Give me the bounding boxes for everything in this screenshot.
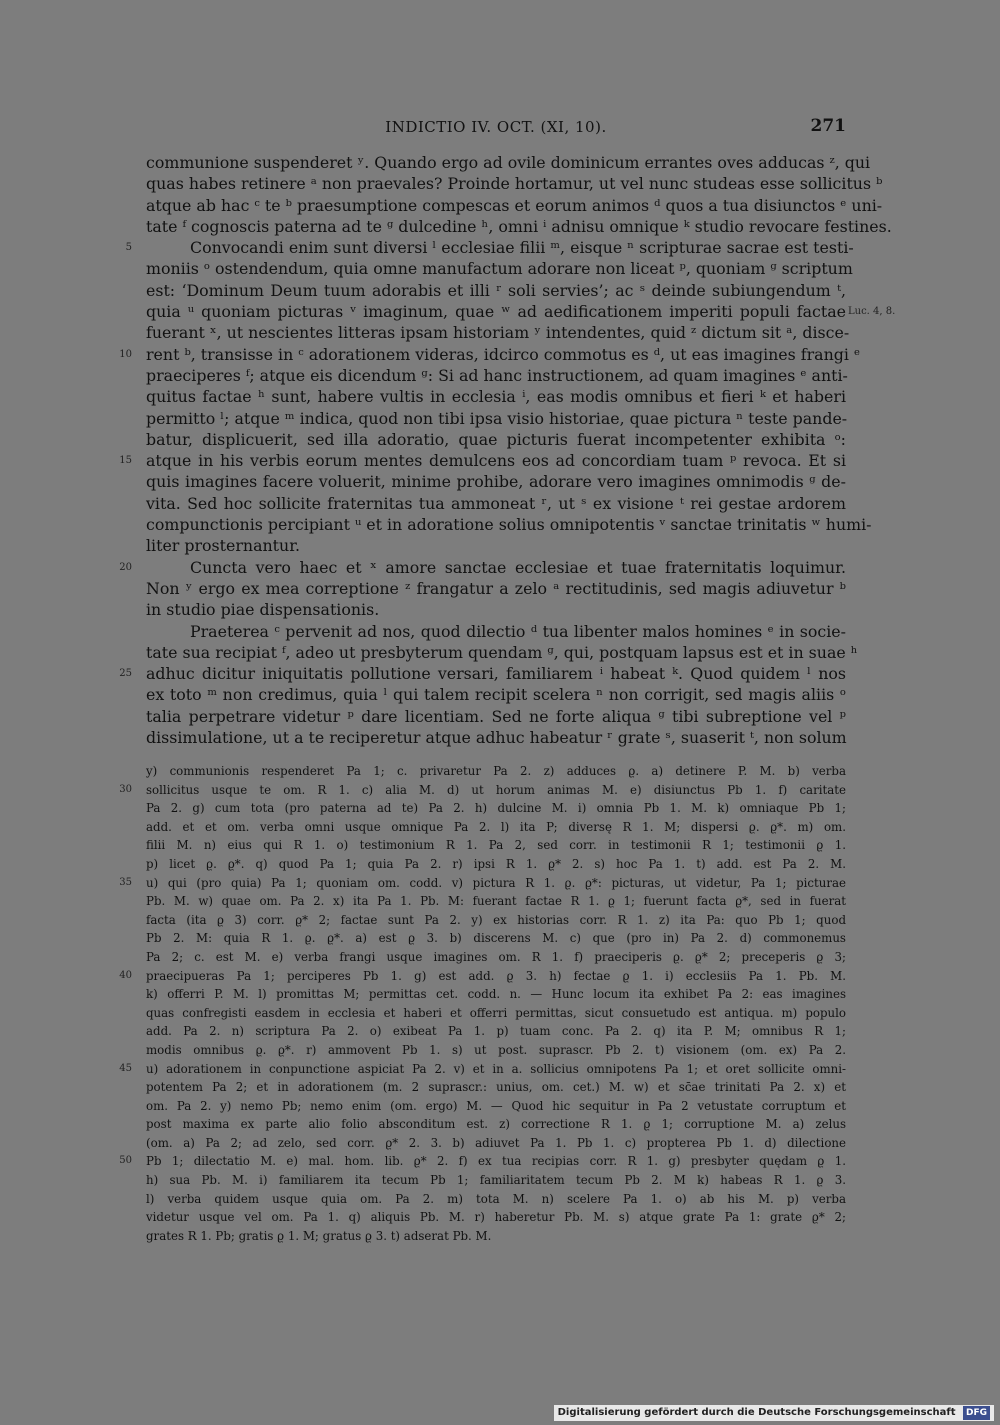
line-number: 35 xyxy=(119,876,132,888)
footnote-line xyxy=(146,1134,846,1153)
body-line-text: rent ᵇ, transisse in ᶜ adorationem videras, idcirco commotus es ᵈ, ut eas imagines frangi ᵉ xyxy=(146,344,861,364)
body-line-text: fuerant ˣ, ut nescientes litteras ipsam historiam ʸ intendentes, quid ᶻ dictum sit ᵃ, disce- xyxy=(146,323,850,343)
body-line xyxy=(146,386,846,407)
footnote-line-text: y) communionis respenderet Pa 1; c. privaretur Pa 2. z) adduces ϱ. a) detinere P. M. b) verba xyxy=(146,764,846,778)
footnote-line xyxy=(146,1171,846,1190)
body-line xyxy=(146,322,850,343)
footnote-line-text: Pa 2. g) cum tota (pro paterna ad te) Pa 2. h) dulcine M. i) omnia Pb 1. M. k) omniaque Pb 1; xyxy=(146,801,846,816)
line-number: 50 xyxy=(119,1155,132,1167)
footnote-line-text: Pa 2; c. est M. e) verba frangi usque imagines om. R 1. f) praeciperis ϱ. ϱ* 2; preceperis ϱ 3; xyxy=(146,949,846,964)
footnote-line xyxy=(146,818,846,837)
body-line xyxy=(146,684,846,705)
body-line-text: batur, displicuerit, sed illa adoratio, quae picturis fuerat incompetenter exhibita ᵒ: xyxy=(146,429,846,449)
body-line-text: compunctionis percipiant ᵘ et in adoratione solius omnipotentis ᵛ sanctae trinitatis ʷ humi- xyxy=(146,515,872,535)
footnote-line xyxy=(146,799,846,818)
line-number: 40 xyxy=(119,969,132,981)
body-line-text: quitus factae ʰ sunt, habere vultis in ecclesia ⁱ, eas modis omnibus et fieri ᵏ et haberi xyxy=(146,387,846,407)
body-line xyxy=(146,365,846,386)
body-line-text: dissimulatione, ut a te reciperetur atque adhuc habeatur ʳ grate ˢ, suaserit ᵗ, non solum xyxy=(146,728,847,748)
footnote-line xyxy=(146,1078,846,1097)
footnote-line xyxy=(146,948,846,967)
body-line xyxy=(146,706,846,727)
body-line xyxy=(146,493,846,514)
body-line xyxy=(146,258,853,279)
footnote-line xyxy=(146,985,846,1004)
body-line-text: Praeterea ᶜ pervenit ad nos, quod dilectio ᵈ tua libenter malos homines ᵉ in socie- xyxy=(190,621,846,641)
body-line xyxy=(119,557,846,578)
footnote-line-text: Pb 1; dilectatio M. e) mal. hom. lib. ϱ* 2. f) ex tua recipias corr. R 1. g) presbyter quędam ϱ 1. xyxy=(146,1154,846,1169)
footer-credit: Digitalisierung gefördert durch die Deutsche Forschungsgemeinschaft xyxy=(557,1407,956,1418)
footnote-line xyxy=(146,1190,846,1209)
body-line-text: est: ‘Dominum Deum tuum adorabis et illi ʳ soli servies’; ac ˢ deinde subiungendum ᵗ, xyxy=(146,280,846,300)
body-line-text: praeciperes ᶠ; atque eis dicendum ᵍ: Si ad hanc instructionem, ad quam imagines ᵉ anti- xyxy=(146,365,848,385)
footnote-line-text: modis omnibus ϱ. ϱ*. r) ammovent Pb 1. s) ut post. suprascr. Pb 2. t) visionem (om. ex) Pa 2. xyxy=(146,1042,846,1057)
body-line xyxy=(119,450,846,471)
body-line xyxy=(146,152,871,173)
body-line-text: communione suspenderet ʸ. Quando ergo ad ovile dominicum errantes oves adducas ᶻ, qui xyxy=(146,153,871,172)
footnote-line xyxy=(119,781,846,800)
body-line xyxy=(146,471,846,492)
body-line-text: atque ab hac ᶜ te ᵇ praesumptione compescas et eorum animos ᵈ quos a tua disiunctos ᵉ uni- xyxy=(146,195,883,215)
body-line-text: quas habes retinere ᵃ non praevales? Proinde hortamur, ut vel nunc studeas esse sollicitus ᵇ xyxy=(146,174,883,194)
footnote-line-text: add. et et om. verba omni usque omnique Pa 2. l) ita P; diversę R 1. M; dispersi ϱ. ϱ*. m) om. xyxy=(146,819,846,834)
body-line-text: tate ᶠ cognoscis paterna ad te ᵍ dulcedine ʰ, omni ⁱ adnisu omnique ᵏ studio revocare festines. xyxy=(146,216,892,236)
footnote-line xyxy=(146,1208,846,1227)
body-line-text: moniis ᵒ ostendendum, quia omne manufactum adorare non liceat ᵖ, quoniam ᵍ scriptum xyxy=(146,259,853,279)
running-title: INDICTIO IV. OCT. (XI, 10). xyxy=(385,118,607,136)
line-number: 15 xyxy=(119,455,132,467)
footnote-line xyxy=(146,1097,846,1116)
body-line-text: vita. Sed hoc sollicite fraternitas tua ammoneat ʳ, ut ˢ ex visione ᵗ rei gestae ardorem xyxy=(146,493,846,513)
line-number: 20 xyxy=(119,561,132,573)
body-line-text: ex toto ᵐ non credimus, quia ˡ qui talem recipit scelera ⁿ non corrigit, sed magis aliis ᵒ xyxy=(146,685,846,705)
body-line xyxy=(146,195,883,216)
body-line xyxy=(146,578,846,599)
footnote-line-text: (om. a) Pa 2; ad zelo, sed corr. ϱ* 2. 3. b) adiuvet Pa 1. Pb 1. c) propterea Pb 1. d) dilectione xyxy=(146,1135,846,1150)
body-line-text: talia perpetrare videtur ᵖ dare licentiam. Sed ne forte aliqua ᵍ tibi subreptione vel ᵖ xyxy=(146,706,846,726)
digitization-footer xyxy=(554,1405,994,1421)
footnote-line xyxy=(146,1227,846,1246)
body-line xyxy=(146,216,892,237)
footnote-line xyxy=(146,1041,846,1060)
line-number: 10 xyxy=(119,348,132,360)
footnote-line-text: potentem Pa 2; et in adorationem (m. 2 suprascr.: unius, om. cet.) M. w) et sc̄ae trinitati Pa 2. x) et xyxy=(146,1080,846,1095)
body-line-text: Convocandi enim sunt diversi ˡ ecclesiae filii ᵐ, eisque ⁿ scripturae sacrae est testi- xyxy=(190,238,854,258)
footnote-line-text: u) qui (pro quia) Pa 1; quoniam om. codd. v) pictura R 1. ϱ. ϱ*: picturas, ut videtur, Pa 1; picturae xyxy=(146,875,846,890)
footnote-line xyxy=(146,855,846,874)
body-line xyxy=(146,301,846,322)
dfg-logo: DFG xyxy=(963,1406,990,1420)
body-line xyxy=(146,642,858,663)
body-line-text: permitto ˡ; atque ᵐ indica, quod non tibi ipsa visio historiae, quae pictura ⁿ teste pande- xyxy=(146,408,848,428)
footnote-line xyxy=(146,892,846,911)
body-line-text: quis imagines facere voluerit, minime prohibe, adorare vero imagines omnimodis ᵍ de- xyxy=(146,472,846,492)
footnote-line-text: k) offerri P. M. l) promittas M; permittas cet. codd. n. — Hunc locum ita exhibet Pa 2: eas imagines xyxy=(146,987,846,1002)
footnote-line xyxy=(146,911,846,930)
body-line-text: adhuc dicitur iniquitatis pollutione versari, familiarem ⁱ habeat ᵏ. Quod quidem ˡ nos xyxy=(146,664,846,684)
body-line-text: Cuncta vero haec et ˣ amore sanctae ecclesiae et tuae fraternitatis loquimur. xyxy=(190,557,846,577)
footnote-line-text: Pb. M. w) quae om. Pa 2. x) ita Pa 1. Pb. M: fuerant factae R 1. ϱ 1; fuerunt facta ϱ*, sed in fuerat xyxy=(146,894,846,909)
footnote-line-text: facta (ita ϱ 3) corr. ϱ* 2; factae sunt Pa 2. y) ex historias corr. R 1. z) ita Pa: quo Pb 1; quod xyxy=(146,912,846,927)
main-text xyxy=(119,152,896,748)
footnote-line xyxy=(146,762,846,781)
body-line-text: atque in his verbis eorum mentes demulcens eos ad concordiam tuam ᵖ revoca. Et si xyxy=(146,451,846,471)
footnote-line xyxy=(146,1115,846,1134)
footnote-line-text: sollicitus usque te om. R 1. c) alia M. d) ut horum animas M. e) disiunctus Pb 1. f) caritate xyxy=(146,782,846,797)
footnote-line xyxy=(146,1022,846,1041)
body-line xyxy=(146,408,846,429)
body-line xyxy=(146,514,872,535)
body-line xyxy=(146,173,883,194)
body-line-text: liter prosternantur. xyxy=(146,536,301,556)
footnote-line-text: videtur usque vel om. Pa 1. q) aliquis Pb. M. r) haberetur Pb. M. s) atque grate Pa 1: grate ϱ* 2; xyxy=(146,1210,846,1225)
body-line xyxy=(146,727,846,748)
footnote-line-text: praecipueras Pa 1; perciperes Pb 1. g) est add. ϱ 3. h) fectae ϱ 1. i) ecclesiis Pa 1. Pb. M. xyxy=(146,968,846,983)
body-line xyxy=(146,535,846,556)
footnote-line xyxy=(146,1004,846,1023)
page-number: 271 xyxy=(810,116,846,136)
footnotes xyxy=(119,762,846,1245)
footnote-line xyxy=(146,836,846,855)
footnote-line-text: l) verba quidem usque quia om. Pa 2. m) tota M. n) scelere Pa 1. o) ab his M. p) verba xyxy=(146,1191,846,1206)
line-number: 25 xyxy=(119,668,132,680)
margin-reference: Luc. 4, 8. xyxy=(848,306,896,318)
footnote-line xyxy=(146,929,846,948)
footnote-line-text: u) adorationem in conpunctione aspiciat Pa 2. v) et in a. sollicius omnipotens Pa 1; et oret sollicite omni- xyxy=(146,1061,846,1076)
line-number: 5 xyxy=(125,242,132,254)
footnote-line-text: h) sua Pb. M. i) familiarem ita tecum Pb 1; familiaritatem tecum Pb 2. M k) habeas R 1. ϱ 3. xyxy=(146,1173,846,1188)
body-line xyxy=(125,237,854,258)
body-line xyxy=(146,621,846,642)
footnote-line-text: om. Pa 2. y) nemo Pb; nemo enim (om. ergo) M. — Quod hic sequitur in Pa 2 vetustate corruptum et xyxy=(146,1098,846,1113)
body-line-text: tate sua recipiat ᶠ, adeo ut presbyterum quendam ᵍ, qui, postquam lapsus est et in suae ʰ xyxy=(146,642,858,662)
footnote-line-text: filii M. n) eius qui R 1. o) testimonium R 1. Pa 2, sed corr. in testimonii R 1; testimonii ϱ 1. xyxy=(146,838,846,853)
footnote-line-text: p) licet ϱ. ϱ*. q) quod Pa 1; quia Pa 2. r) ipsi R 1. ϱ* 2. s) hoc Pa 1. t) add. est Pa 2. M. xyxy=(146,856,846,871)
body-line-text: Non ʸ ergo ex mea correptione ᶻ frangatur a zelo ᵃ rectitudinis, sed magis adiuvetur ᵇ xyxy=(146,578,846,598)
footnote-line-text: Pb 2. M: quia R 1. ϱ. ϱ*. a) est ϱ 3. b) discerens M. c) que (pro in) Pa 2. d) commonemus xyxy=(146,931,846,946)
running-header xyxy=(146,118,846,140)
footnote-line-text: grates R 1. Pb; gratis ϱ 1. M; gratus ϱ 3. t) adserat Pb. M. xyxy=(146,1228,492,1243)
body-line xyxy=(146,599,846,620)
footnote-line xyxy=(119,967,846,986)
footnote-line-text: add. Pa 2. n) scriptura Pa 2. o) exibeat Pa 1. p) tuam conc. Pa 2. q) ita P. M; omnibus R 1; xyxy=(146,1024,846,1039)
line-number: 45 xyxy=(119,1062,132,1074)
body-line-text: in studio piae dispensationis. xyxy=(146,600,380,620)
footnote-line xyxy=(119,1060,846,1079)
footnote-line xyxy=(119,1152,846,1171)
body-line xyxy=(146,429,846,450)
footnote-line-text: quas confregisti easdem in ecclesia et haberi et offerri permittas, sicut consuetudo est antiqua. m) populo xyxy=(146,1005,846,1020)
body-line-text: quia ᵘ quoniam picturas ᵛ imaginum, quae ʷ ad aedificationem imperiti populi factae xyxy=(146,302,846,322)
line-number: 30 xyxy=(119,783,132,795)
footnote-line xyxy=(119,874,846,893)
body-line xyxy=(119,344,861,365)
body-line xyxy=(119,663,846,684)
footnote-line-text: post maxima ex parte alio folio absconditum est. z) correctione R 1. ϱ 1; corruptione M. a) zelus xyxy=(146,1117,846,1132)
